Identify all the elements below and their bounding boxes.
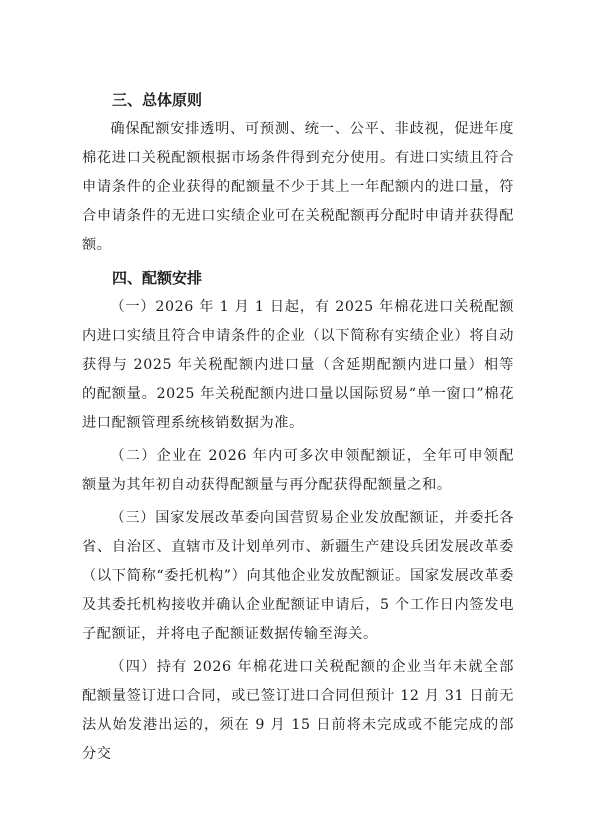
paragraph-quota-item-2: （二）企业在 2026 年内可多次申领配额证，全年可申领配额量为其年初自动获得配额量与再分配获得配额量之和。 [82, 448, 514, 493]
paragraph-quota-item-3: （三）国家发展改革委向国营贸易企业发放配额证，并委托各省、自治区、直辖市及计划单列市、新疆生产建设兵团发展改革委（以下简称“委托机构”）向其他企业发放配额证。国家发展改革委及其委托机构接收并确认企业配额证申请后，5 个工作日内签发电子配额证，并将电子配额证数据传输至海关。 [82, 510, 514, 642]
document-body [82, 86, 514, 769]
section-heading-overall-principles: 三、总体原则 [112, 91, 203, 109]
paragraph-overall-principles: 确保配额安排透明、可预测、统一、公平、非歧视，促进年度棉花进口关税配额根据市场条件得到充分使用。有进口实绩且符合申请条件的企业获得的配额量不少于其上一年配额内的进口量，符合申请条件的无进口实绩企业可在关税配额再分配时申请并获得配额。 [82, 121, 514, 253]
paragraph-quota-item-1: （一）2026 年 1 月 1 日起，有 2025 年棉花进口关税配额内进口实绩且符合申请条件的企业（以下简称有实绩企业）将自动获得与 2025 年关税配额内进口量（含延期配额内进口量）相等的配额量。2025 年关税配额内进口量以国际贸易“单一窗口”棉花进口配额管理系统核销数据为准。 [82, 299, 514, 431]
paragraph-quota-item-4: （四）持有 2026 年棉花进口关税配额的企业当年未就全部配额量签订进口合同，或已签订进口合同但预计 12 月 31 日前无法从始发港出运的，须在 9 月 15 日前将未完成或不能完成的部分交 [82, 659, 514, 762]
section-heading-quota-arrangement: 四、配额安排 [112, 269, 203, 287]
